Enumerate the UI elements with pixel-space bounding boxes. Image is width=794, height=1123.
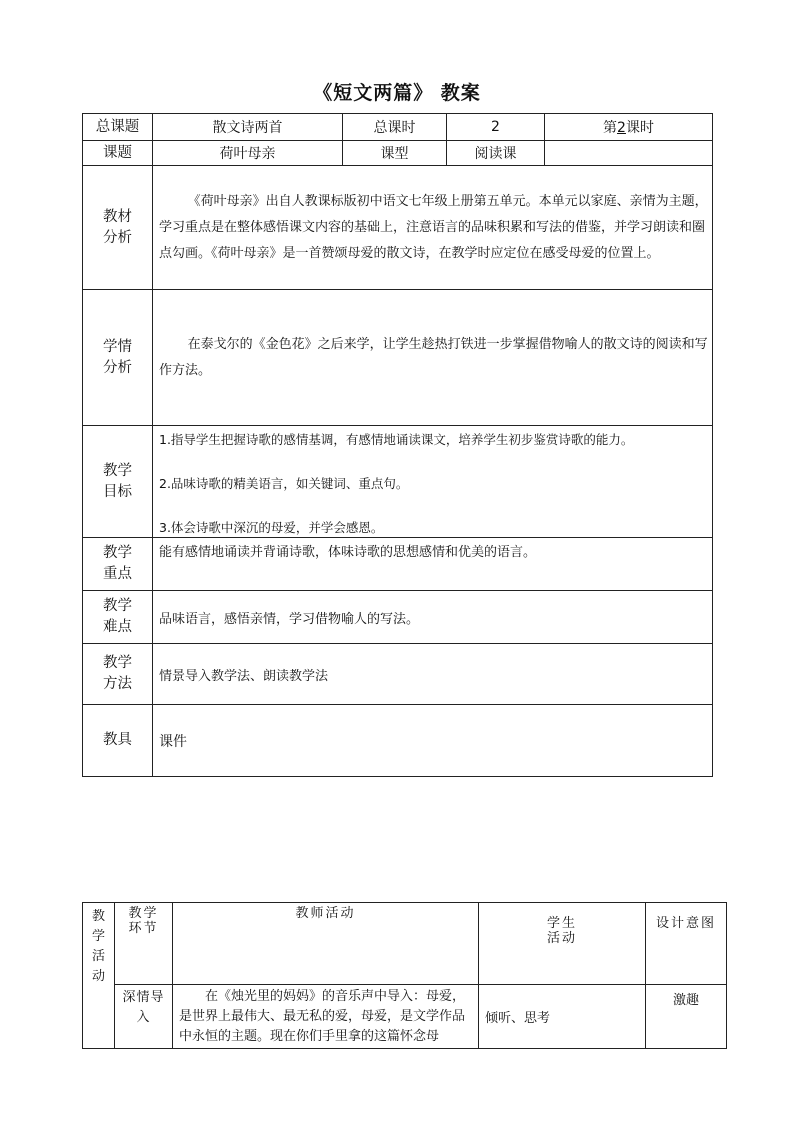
tools-text: 课件 bbox=[153, 705, 713, 777]
header-teacher-activity: 教师活动 bbox=[173, 903, 479, 985]
design-intent-text: 激趣 bbox=[646, 985, 727, 1049]
section-label bbox=[83, 166, 153, 290]
total-topic-value: 散文诗两首 bbox=[153, 114, 343, 141]
overview-row-topic bbox=[83, 141, 713, 166]
lesson-suffix: 课时 bbox=[625, 120, 654, 136]
activity-step bbox=[115, 985, 173, 1049]
section-material bbox=[83, 166, 713, 290]
label-line: 分析 bbox=[103, 359, 132, 376]
topic-value: 荷叶母亲 bbox=[153, 141, 343, 166]
teaching-activities-table bbox=[82, 902, 727, 1049]
header-line: 教学 bbox=[128, 906, 159, 921]
side-label-char: 教 bbox=[91, 909, 105, 924]
activities-side-label bbox=[83, 903, 115, 1049]
goal-item: 1.指导学生把握诗歌的感情基调，有感情地诵读课文，培养学生初步鉴赏诗歌的能力。 bbox=[159, 432, 634, 447]
section-goals bbox=[83, 426, 713, 538]
total-hours-value: 2 bbox=[447, 114, 545, 141]
label-line: 教材 bbox=[103, 208, 132, 225]
step-line: 入 bbox=[136, 1010, 151, 1025]
empty-cell bbox=[545, 141, 713, 166]
header-line: 活动 bbox=[546, 931, 577, 946]
header-line: 学生 bbox=[546, 916, 577, 931]
label-line: 难点 bbox=[103, 619, 132, 635]
activities-header-row bbox=[83, 903, 727, 985]
student-activity-text: 倾听、思考 bbox=[479, 985, 646, 1049]
side-label-char: 动 bbox=[91, 969, 105, 984]
header-design-intent: 设计意图 bbox=[646, 903, 727, 985]
label-line: 教学 bbox=[103, 545, 132, 561]
label-line: 目标 bbox=[103, 483, 132, 500]
section-label: 教具 bbox=[83, 705, 153, 777]
label-topic: 课题 bbox=[83, 141, 153, 166]
section-methods bbox=[83, 644, 713, 705]
header-line: 环节 bbox=[128, 921, 159, 936]
label-type: 课型 bbox=[343, 141, 447, 166]
page-title: 《短文两篇》 教案 bbox=[313, 82, 481, 104]
section-label bbox=[83, 644, 153, 705]
label-line: 重点 bbox=[103, 566, 132, 582]
teaching-goals bbox=[153, 426, 713, 538]
type-value: 阅读课 bbox=[447, 141, 545, 166]
section-label bbox=[83, 538, 153, 591]
student-analysis-text: 在泰戈尔的《金色花》之后来学，让学生趁热打铁进一步掌握借物喻人的散文诗的阅读和写作方法。 bbox=[153, 290, 713, 426]
label-line: 分析 bbox=[103, 229, 132, 246]
lesson-overview-table bbox=[82, 113, 713, 777]
section-label bbox=[83, 591, 153, 644]
overview-row-course bbox=[83, 114, 713, 141]
goal-item: 2.品味诗歌的精美语言，如关键词、重点句。 bbox=[159, 476, 409, 491]
section-students bbox=[83, 290, 713, 426]
section-tools bbox=[83, 705, 713, 777]
section-difficulties bbox=[83, 591, 713, 644]
side-label-char: 活 bbox=[91, 949, 105, 964]
header-student-activity bbox=[479, 903, 646, 985]
goal-item: 3.体会诗歌中深沉的母爱，并学会感恩。 bbox=[159, 520, 384, 535]
label-line: 学情 bbox=[103, 338, 132, 355]
teacher-activity-text: 在《烛光里的妈妈》的音乐声中导入：母爱，是世界上最伟大、最无私的爱，母爱，是文学作品中永恒的主题。现在你们手里拿的这篇怀念母 bbox=[173, 985, 479, 1049]
keypoints-text: 能有感情地诵读并背诵诗歌，体味诗歌的思想感情和优美的语言。 bbox=[153, 538, 713, 591]
difficulties-text: 品味语言，感悟亲情，学习借物喻人的写法。 bbox=[153, 591, 713, 644]
label-line: 教学 bbox=[103, 462, 132, 479]
material-analysis-text: 《荷叶母亲》出自人教课标版初中语文七年级上册第五单元。本单元以家庭、亲情为主题，学习重点是在整体感悟课文内容的基础上，注意语言的品味积累和写法的借鉴，并学习朗读和圈点勾画。《荷叶母亲》是一首赞颂母爱的散文诗，在教学时应定位在感受母爱的位置上。 bbox=[153, 166, 713, 290]
methods-text: 情景导入教学法、朗读教学法 bbox=[153, 644, 713, 705]
section-label bbox=[83, 290, 153, 426]
label-line: 方法 bbox=[103, 676, 132, 692]
label-line: 教学 bbox=[103, 598, 132, 614]
side-label-char: 学 bbox=[91, 929, 105, 944]
label-total-hours: 总课时 bbox=[343, 114, 447, 141]
lesson-number-cell bbox=[545, 114, 713, 141]
activity-row bbox=[83, 985, 727, 1049]
label-line: 教学 bbox=[103, 655, 132, 671]
section-keypoints bbox=[83, 538, 713, 591]
section-label bbox=[83, 426, 153, 538]
lesson-prefix: 第 bbox=[603, 120, 618, 136]
header-step bbox=[115, 903, 173, 985]
step-line: 深情导 bbox=[122, 990, 165, 1005]
lesson-number: 2 bbox=[617, 120, 626, 136]
label-total-topic: 总课题 bbox=[83, 114, 153, 141]
